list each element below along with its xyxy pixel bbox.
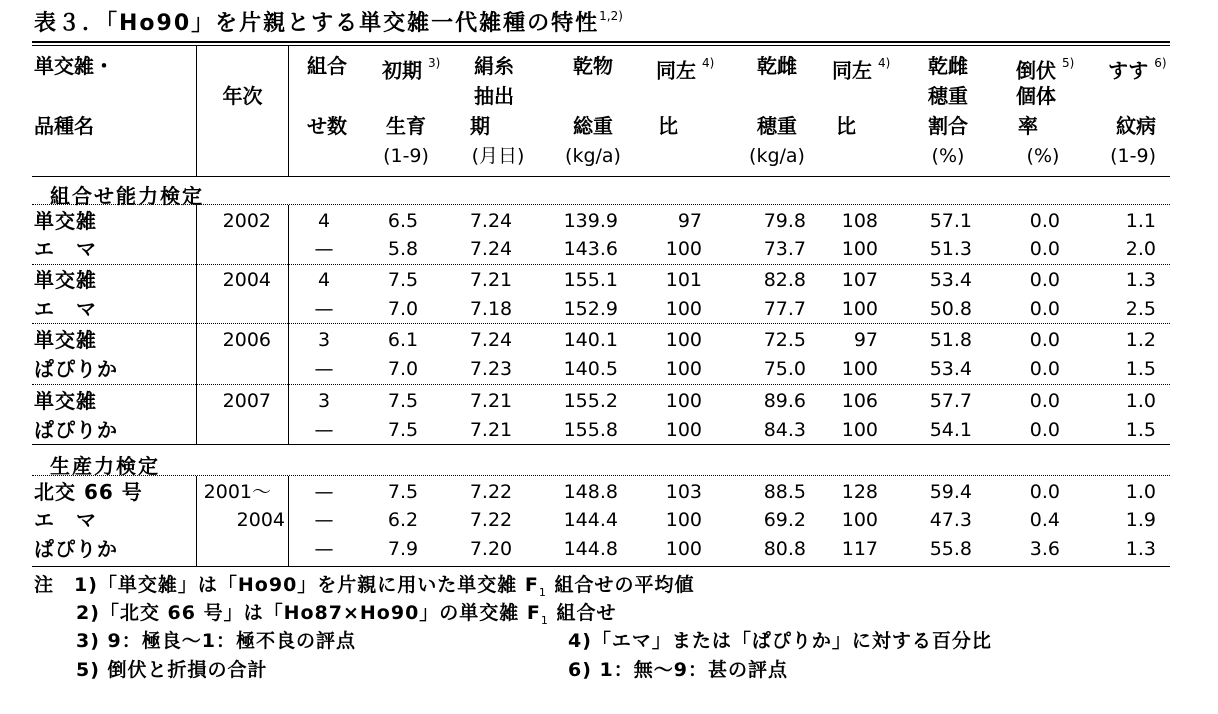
cell-year: 2001～ [203,481,271,503]
cell-er: 51.8 [929,329,972,351]
header-silk-line2: 抽出 [474,84,514,108]
cell-lodge: 0.0 [1029,238,1060,260]
cell-er: 54.1 [929,419,972,441]
cell-silk: 7.24 [469,210,513,232]
cell-combo: — [314,358,334,380]
cell-lodge: 3.6 [1029,538,1060,560]
cell-r2: 107 [841,269,878,291]
cell-name: 単交雑 [34,209,97,233]
cell-silk: 7.24 [469,329,513,351]
header-ear-line1: 乾雌 [757,54,797,78]
cell-dry: 143.6 [563,238,618,260]
cell-blight: 1.0 [1125,390,1156,412]
cell-dry: 144.8 [563,538,618,560]
header-dry-unit: (kg/a) [565,145,621,167]
cell-silk: 7.20 [469,538,513,560]
cell-year: 2007 [222,390,271,412]
cell-r1: 100 [665,390,702,412]
cell-combo: — [314,419,334,441]
table-title-text: 表３．「Ho90」を片親とする単交雑一代雑種の特性 [34,11,600,36]
header-lodge: 倒伏 $^{5)}$ [1016,56,1075,83]
header-ratio2: 同左 $^{4)}$ [832,56,891,83]
cell-combo: — [314,238,334,260]
bottom-rule [32,566,1170,567]
table-title-footnote-ref: 1,2) [599,8,623,23]
cell-ear: 84.3 [763,419,806,441]
cell-blight: 2.5 [1125,298,1156,320]
cell-lodge: 0.0 [1029,210,1060,232]
note-1: 注 1)「単交雑」は「Ho90」を片親に用いた単交雑 $F_1$ 組合せの平均値 [34,574,695,599]
header-ratio2-line2: 比 [836,114,856,138]
note-6: 6) 1：無～9：甚の評点 [568,659,788,681]
cell-year: 2002 [222,210,271,232]
header-hybrid-line2: 品種名 [34,114,94,138]
cell-blight: 1.3 [1125,538,1156,560]
cell-ear: 77.7 [763,298,806,320]
cell-combo: 4 [317,210,331,232]
cell-ear: 89.6 [763,390,806,412]
cell-name: 単交雑 [34,328,97,352]
cell-combo: — [314,481,334,503]
cell-early: 7.5 [387,481,419,503]
header-earratio-line1: 乾雌 [928,54,968,78]
group-divider [32,264,1170,265]
cell-r1: 103 [665,481,702,503]
cell-r1: 100 [665,419,702,441]
header-year: 年次 [222,84,263,108]
cell-combo: — [314,538,334,560]
cell-name: エ マ [34,297,97,321]
cell-early: 5.8 [387,238,419,260]
cell-ear: 73.7 [763,238,806,260]
cell-r2: 117 [841,538,878,560]
cell-silk: 7.22 [469,509,513,531]
cell-blight: 2.0 [1125,238,1156,260]
cell-name: エ マ [34,508,97,532]
cell-early: 7.5 [387,390,419,412]
cell-r1: 101 [665,269,702,291]
header-silk-unit: (月日) [471,145,525,167]
cell-blight: 1.2 [1125,329,1156,351]
section-label-combining-ability: 組合せ能力検定 [50,184,204,208]
cell-dry: 152.9 [563,298,618,320]
cell-lodge: 0.0 [1029,329,1060,351]
cell-early: 6.5 [387,210,419,232]
cell-early: 6.2 [387,509,419,531]
header-ratio1-line2: 比 [658,114,678,138]
cell-combo: 3 [317,329,331,351]
cell-ear: 69.2 [763,509,806,531]
cell-combo: 4 [317,269,331,291]
note-4: 4)「エマ」または「ぱぴりか」に対する百分比 [568,630,992,652]
cell-silk: 7.21 [469,419,513,441]
header-hybrid-line1: 単交雑・ [34,54,114,78]
group-divider [32,384,1170,385]
header-blight-line2: 紋病 [1116,114,1156,138]
cell-r1: 100 [665,358,702,380]
cell-r2: 100 [841,509,878,531]
cell-blight: 1.5 [1125,419,1156,441]
cell-er: 47.3 [929,509,972,531]
cell-er: 53.4 [929,269,972,291]
cell-er: 59.4 [929,481,972,503]
cell-combo: — [314,298,334,320]
header-lodge-line3: 率 [1018,114,1038,138]
cell-dry: 148.8 [563,481,618,503]
cell-r2: 106 [841,390,878,412]
header-silk-line1: 絹糸 [474,54,514,78]
cell-r2: 108 [841,210,878,232]
cell-name: ぱぴりか [34,357,118,381]
cell-blight: 1.0 [1125,481,1156,503]
cell-r1: 100 [665,329,702,351]
header-earratio-line3: 割合 [928,114,968,138]
header-early-line2: 生育 [386,114,426,138]
cell-lodge: 0.4 [1029,509,1060,531]
col-divider-year [288,476,289,566]
cell-name: 単交雑 [34,268,97,292]
cell-early: 7.9 [387,538,419,560]
top-rule-thin [32,45,1170,46]
cell-early: 7.0 [387,358,419,380]
header-silk-line3: 期 [470,114,490,138]
section-label-productivity: 生産力検定 [50,454,160,478]
header-ratio1: 同左 $^{4)}$ [656,56,715,83]
cell-early: 7.5 [387,269,419,291]
cell-ear: 82.8 [763,269,806,291]
cell-r1: 97 [677,210,702,232]
header-lodge-unit: (%) [1026,145,1060,167]
section2-divider [32,475,1170,476]
cell-silk: 7.21 [469,269,513,291]
header-dry-line2: 総重 [573,114,613,138]
cell-combo: — [314,509,334,531]
note-5: 5) 倒伏と折損の合計 [76,659,268,681]
top-rule-thick [32,41,1170,43]
cell-dry: 144.4 [563,509,618,531]
note-3: 3) 9：極良～1：極不良の評点 [76,630,356,652]
cell-lodge: 0.0 [1029,269,1060,291]
cell-ear: 80.8 [763,538,806,560]
cell-name: ぱぴりか [34,418,118,442]
cell-early: 7.5 [387,419,419,441]
cell-dry: 155.2 [563,390,618,412]
col-divider-name [196,46,197,176]
cell-r1: 100 [665,509,702,531]
header-ear-unit: (kg/a) [749,145,805,167]
cell-blight: 1.1 [1125,210,1156,232]
header-bottom-rule [32,176,1170,177]
header-early: 初期 $^{3)}$ [382,56,441,83]
cell-year: 2006 [222,329,271,351]
cell-silk: 7.22 [469,481,513,503]
cell-lodge: 0.0 [1029,481,1060,503]
header-early-unit: (1-9) [383,145,429,167]
cell-blight: 1.9 [1125,509,1156,531]
cell-er: 53.4 [929,358,972,380]
section2-top-rule [32,444,1170,445]
cell-er: 50.8 [929,298,972,320]
cell-lodge: 0.0 [1029,298,1060,320]
header-combo-line2: せ数 [307,114,347,138]
cell-ear: 72.5 [763,329,806,351]
cell-r1: 100 [665,538,702,560]
cell-name: ぱぴりか [34,537,118,561]
cell-dry: 155.8 [563,419,618,441]
cell-year: 2004 [222,269,271,291]
cell-lodge: 0.0 [1029,419,1060,441]
cell-blight: 1.5 [1125,358,1156,380]
cell-name: 北交 66 号 [34,480,143,504]
note-2: 2)「北交 66 号」は「Ho87×Ho90」の単交雑 $F_1$ 組合せ [76,602,617,627]
cell-dry: 139.9 [563,210,618,232]
cell-r2: 100 [841,358,878,380]
cell-r2: 100 [841,298,878,320]
cell-lodge: 0.0 [1029,390,1060,412]
cell-ear: 79.8 [763,210,806,232]
cell-early: 6.1 [387,329,419,351]
cell-silk: 7.24 [469,238,513,260]
cell-r2: 128 [841,481,878,503]
cell-r2: 100 [841,238,878,260]
header-blight: すす $^{6)}$ [1108,56,1167,83]
cell-er: 57.1 [929,210,972,232]
col-divider-year [288,205,289,444]
header-blight-unit: (1-9) [1110,145,1156,167]
cell-silk: 7.21 [469,390,513,412]
cell-dry: 140.1 [563,329,618,351]
cell-combo: 3 [317,390,331,412]
cell-dry: 155.1 [563,269,618,291]
header-combo-line1: 組合 [307,54,347,78]
header-earratio-unit: (%) [931,145,965,167]
header-ear-line2: 穂重 [757,114,797,138]
cell-name: エ マ [34,237,97,261]
cell-blight: 1.3 [1125,269,1156,291]
cell-r2: 100 [841,419,878,441]
group-divider [32,323,1170,324]
cell-ear: 75.0 [763,358,806,380]
cell-er: 57.7 [929,390,972,412]
cell-ear: 88.5 [763,481,806,503]
cell-r1: 100 [665,298,702,320]
cell-early: 7.0 [387,298,419,320]
cell-er: 51.3 [929,238,972,260]
cell-silk: 7.18 [469,298,513,320]
cell-dry: 140.5 [563,358,618,380]
header-earratio-line2: 穂重 [928,84,968,108]
table-title [34,6,623,37]
cell-silk: 7.23 [469,358,513,380]
cell-year: 2004 [236,509,285,531]
cell-r1: 100 [665,238,702,260]
cell-er: 55.8 [929,538,972,560]
cell-name: 単交雑 [34,389,97,413]
cell-lodge: 0.0 [1029,358,1060,380]
cell-r2: 97 [853,329,878,351]
header-dry-line1: 乾物 [573,54,613,78]
header-lodge-line2: 個体 [1016,84,1056,108]
